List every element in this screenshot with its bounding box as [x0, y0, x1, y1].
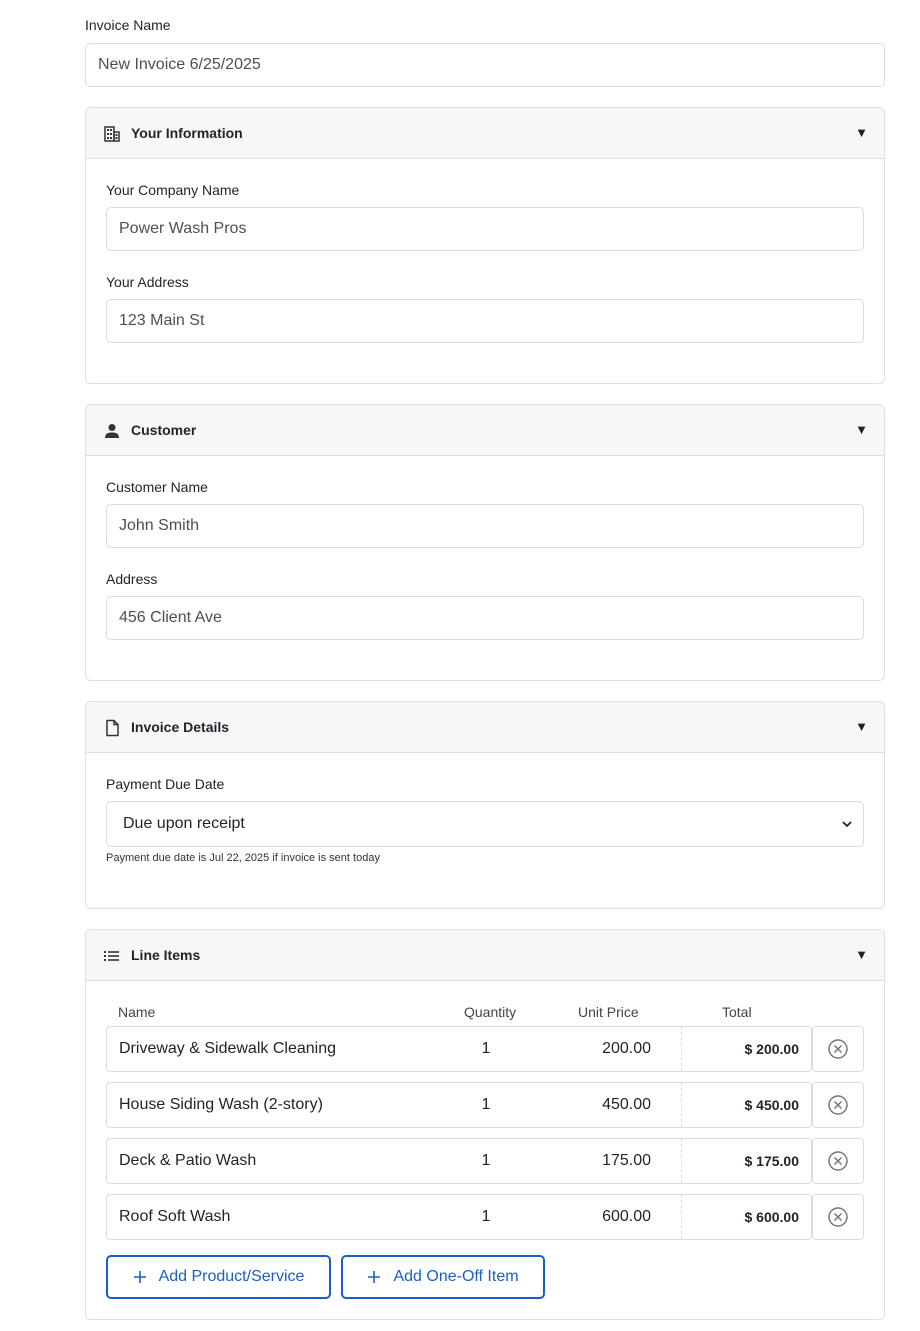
customer-address-label: Address: [106, 571, 158, 587]
item-quantity[interactable]: 1: [481, 1096, 491, 1113]
item-total: $ 600.00: [744, 1209, 799, 1225]
column-divider: [681, 1139, 682, 1183]
line-items-list: [106, 1026, 866, 1246]
invoice-name-value: New Invoice 6/25/2025: [98, 56, 261, 73]
building-icon: [103, 125, 121, 143]
remove-circle-x-icon: [827, 1094, 849, 1116]
add-one-off-item-label: Add One-Off Item: [393, 1268, 519, 1285]
column-divider: [681, 1027, 682, 1071]
item-unit-price[interactable]: 600.00: [602, 1208, 651, 1225]
line-item-row[interactable]: [106, 1026, 812, 1072]
your-information-header[interactable]: [86, 108, 884, 159]
line-items-header[interactable]: [86, 930, 884, 981]
remove-circle-x-icon: [827, 1038, 849, 1060]
chevron-down-icon: [841, 817, 853, 835]
customer-address-value: 456 Client Ave: [119, 609, 222, 626]
line-item-row[interactable]: [106, 1082, 812, 1128]
column-header-total: Total: [722, 1004, 752, 1020]
collapse-caret-icon[interactable]: ▼: [855, 125, 868, 140]
add-product-service-label: Add Product/Service: [158, 1268, 305, 1285]
company-name-label: Your Company Name: [106, 182, 240, 198]
item-quantity[interactable]: 1: [481, 1040, 491, 1057]
invoice-name-label: Invoice Name: [85, 17, 171, 33]
line-items-title: Line Items: [131, 947, 201, 963]
invoice-details-card: [85, 701, 885, 909]
company-name-value: Power Wash Pros: [119, 220, 247, 237]
item-total: $ 450.00: [744, 1097, 799, 1113]
item-name[interactable]: Roof Soft Wash: [119, 1208, 231, 1225]
line-item-row[interactable]: [106, 1194, 812, 1240]
remove-item-button[interactable]: [812, 1026, 864, 1072]
person-icon: [103, 422, 121, 440]
customer-card: [85, 404, 885, 681]
column-header-quantity: Quantity: [464, 1004, 517, 1020]
customer-header[interactable]: [86, 405, 884, 456]
remove-circle-x-icon: [827, 1150, 849, 1172]
column-divider: [681, 1195, 682, 1239]
item-total: $ 175.00: [744, 1153, 799, 1169]
column-divider: [681, 1083, 682, 1127]
column-header-name: Name: [118, 1004, 156, 1020]
invoice-details-header[interactable]: [86, 702, 884, 753]
your-address-value: 123 Main St: [119, 312, 205, 329]
invoice-details-title: Invoice Details: [131, 719, 230, 735]
payment-due-select[interactable]: [106, 801, 864, 847]
remove-item-button[interactable]: [812, 1194, 864, 1240]
customer-name-label: Customer Name: [106, 479, 208, 495]
your-information-title: Your Information: [131, 125, 243, 141]
column-header-unit-price: Unit Price: [578, 1004, 639, 1020]
item-name[interactable]: Deck & Patio Wash: [119, 1152, 257, 1169]
add-one-off-item-button[interactable]: [341, 1255, 545, 1299]
customer-address-input[interactable]: [106, 596, 864, 640]
item-quantity[interactable]: 1: [481, 1208, 491, 1225]
document-icon: [103, 719, 121, 737]
item-name[interactable]: Driveway & Sidewalk Cleaning: [119, 1040, 336, 1057]
line-items-card: [85, 929, 885, 1320]
plus-icon: [367, 1270, 381, 1284]
collapse-caret-icon[interactable]: ▼: [855, 422, 868, 437]
plus-icon: [133, 1270, 147, 1284]
payment-due-help: Payment due date is Jul 22, 2025 if invoice is sent today: [106, 852, 380, 864]
collapse-caret-icon[interactable]: ▼: [855, 719, 868, 734]
collapse-caret-icon[interactable]: ▼: [855, 947, 868, 962]
remove-circle-x-icon: [827, 1206, 849, 1228]
item-quantity[interactable]: 1: [481, 1152, 491, 1169]
item-name[interactable]: House Siding Wash (2-story): [119, 1096, 323, 1113]
your-information-card: [85, 107, 885, 384]
item-unit-price[interactable]: 200.00: [602, 1040, 651, 1057]
item-unit-price[interactable]: 450.00: [602, 1096, 651, 1113]
invoice-name-input[interactable]: [85, 43, 885, 87]
customer-name-value: John Smith: [119, 517, 200, 534]
item-unit-price[interactable]: 175.00: [602, 1152, 651, 1169]
remove-item-button[interactable]: [812, 1082, 864, 1128]
item-total: $ 200.00: [744, 1041, 799, 1057]
payment-due-label: Payment Due Date: [106, 776, 225, 792]
remove-item-button[interactable]: [812, 1138, 864, 1184]
add-product-service-button[interactable]: [106, 1255, 331, 1299]
list-icon: [103, 947, 121, 965]
customer-name-input[interactable]: [106, 504, 864, 548]
your-address-label: Your Address: [106, 274, 189, 290]
your-address-input[interactable]: [106, 299, 864, 343]
company-name-input[interactable]: [106, 207, 864, 251]
customer-title: Customer: [131, 422, 197, 438]
line-item-row[interactable]: [106, 1138, 812, 1184]
payment-due-value: Due upon receipt: [123, 815, 245, 832]
